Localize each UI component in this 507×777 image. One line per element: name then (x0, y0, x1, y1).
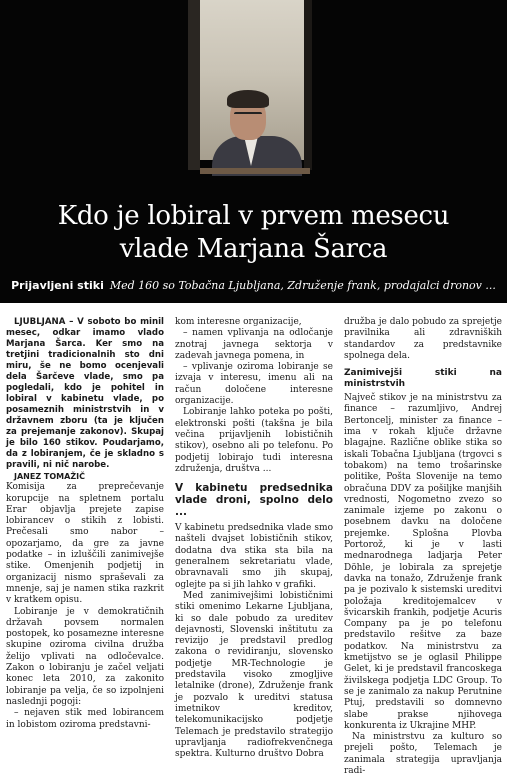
paragraph: – nejaven stik med lobirancem in lobistom oziroma predstavni- (6, 708, 164, 730)
lead-city: LJUBLJANA (14, 317, 66, 327)
column-3 (344, 317, 502, 776)
photo-door-frame-right (304, 0, 312, 170)
paragraph: Lobiranje lahko poteka po pošti, elektronski pošti (takšna je bila večina prijavljenih lobističnih stikov), osebno ali po telefonu. Po podjetij lobirajo tudi interesna združenja, društva ... (175, 407, 333, 474)
kicker-label: Prijavljeni stiki (11, 279, 104, 292)
byline: JANEZ TOMAŽIČ (14, 472, 85, 481)
paragraph: – vplivanje oziroma lobiranje se izvaja v interesu, imenu ali na račun določene interesne organizacije. (175, 362, 333, 407)
article-subtitle: Med 160 so Tobačna Ljubljana, Združenje frank, prodajalci dronov ... (109, 279, 496, 292)
paragraph: kom interesne organizacije, (175, 317, 302, 327)
kicker-row (0, 279, 507, 293)
column-1 (6, 317, 164, 730)
section-heading-ministries: Zanimivejši stiki na ministrstvih (344, 368, 502, 390)
headline-line-1: Kdo je lobiral v prvem mesecu (57, 201, 450, 231)
paragraph: Največ stikov je na ministrstvu za finance – razumljivo, Andrej Bertoncelj, minister za finance – ima v rokah ključe državne blagajne. Različne oblike stika so iskali Tobačna Ljubljana (trgovci s tobakom) na temo trošarinske politike, Pošta Slovenije na temo obračuna DDV za pošiljke manjših vrednosti, Nogometno zvezo so zanimale izjeme po zakonu o posebnem davku na določene prejemke. Splošna Plovba Portorož, ki je v lasti mednarodnega ladjarja Peter Döhle, je lobirala za sprejetje davka na tonažo, Združenje frank pa je pozivalo k sistemski ureditvi položaja kreditojemalcev v švicarskih frankih, podjetje Acuris Company pa je po telefonu predstavilo rešitve za baze podatkov. Na ministrstvu za kmetijstvo se je oglasil Philippe Gelet, ki je predstavil francoskega živilskega podjetja LDC Group. To se je zanimalo za nakup Perutnine Ptuj, predstavili so domnevno slabe prakse njihovega konkurenta iz Ukrajine MHP. (344, 393, 502, 731)
article-body (6, 317, 502, 776)
paragraph: Med zanimivejšimi lobističnimi stiki omenimo Lekarne Ljubljana, ki so dale pobudo za ureditev dejavnosti, Slovenski inštitutu za revizijo je predstavil predlog zakona o revidiranju, slovensko podjetje MR-Technologie je predstavila visoko zmogljive letalnike (drone), Združenje frank je pozvalo k ureditvi statusa imetnikov kreditov, telekomunikacijsko podjetje Telemach je predstavilo strategijo upravljanja radiofrekvenčnega spektra. Kulturno društvo Dobra (175, 590, 333, 760)
article-headline (0, 200, 507, 266)
paragraph: – namen vplivanja na odločanje znotraj javnega sektorja v zadevah javnega pomena, in (175, 328, 333, 361)
paragraph: Komisija za preprečevanje korupcije na spletnem portalu Erar objavlja prejete zapise lobirancev o stikih z lobisti. Prečesali smo nabor – opozarjamo, da gre za javne podatke – in izluščili zanimivejše stike. Omenjenih podjetij in organizacij nismo spraševali za mnenje, saj je namen stika razkrit v kratkem opisu. (6, 482, 164, 606)
photo-person-glasses (234, 112, 262, 120)
photo-table-edge (200, 168, 310, 174)
section-heading-cabinet: V kabinetu predsednika vlade droni, spolno delo ... (175, 482, 333, 519)
photo-person-hair (227, 90, 269, 108)
paragraph: družba je dalo pobudo za sprejetje pravilnika ali zdravniških standardov za predstavnike spolnega dela. (344, 317, 502, 361)
photo-door-frame-left (188, 0, 200, 170)
paragraph: Lobiranje je v demokratičnih državah povsem normalen postopek, ko posamezne interesne skupine oziroma civilna družba želijo vplivati na odločevalce. Zakon o lobiranju je začel veljati konec leta 2010, za zakonito lobiranje pa velja, če so izpolnjeni naslednji pogoji: (6, 606, 164, 707)
lead-text: – V soboto bo minil mesec, odkar imamo vlado Marjana Šarca. Ker smo na tretjini tradicionalnih sto dni miru, še ne bomo ocenjevali dela Šarčeve vlade, smo pa pogledali, kdo je pohitel in lobiral v kabinetu vlade, po posameznih ministrstvih in v državnem zboru (ta je ključen za prejemanje zakonov). Skupaj je bilo 160 stikov. Poudarjamo, da z lobiranjem, če je skladno s pravili, ni nič narobe. (6, 317, 164, 470)
photo-banner (0, 0, 507, 303)
column-2 (175, 317, 333, 760)
paragraph: V kabinetu predsednika vlade smo našteli dvajset lobističnih stikov, dodatna dva stika sta bila na generalnem sekretariatu vlade, obravnavali smo jih skupaj, oglejte pa si jih lahko v grafiki. (175, 523, 333, 590)
paragraph: Na ministrstvu za kulturo so prejeli pošto, Telemach je zanimala strategija upravljanja radi- (344, 732, 502, 776)
lead-paragraph (6, 317, 164, 471)
headline-line-2: vlade Marjana Šarca (119, 234, 388, 264)
